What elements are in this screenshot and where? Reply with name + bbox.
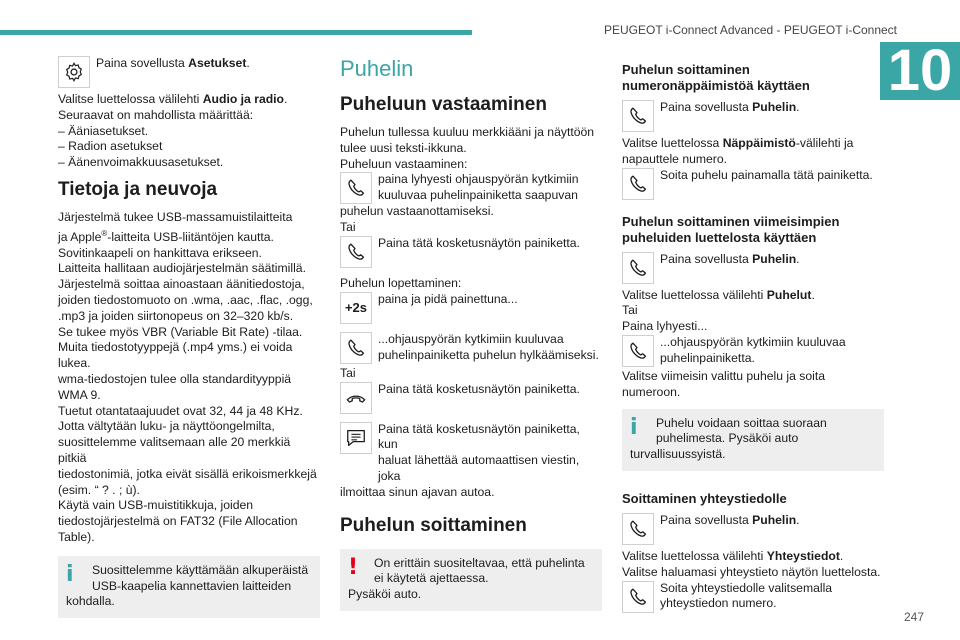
paragraph: Valitse viimeisin valittu puhelu ja soita numeroon. xyxy=(622,368,825,399)
note-line: kohdalla. xyxy=(66,594,115,609)
paragraph: Valitse luettelossa välilehti Puhelut. xyxy=(622,287,815,302)
step-text: Soita yhteystiedolle valitsemalla xyxy=(660,580,833,595)
step-text: Soita puhelu painamalla tätä painiketta. xyxy=(660,167,873,182)
step-bold: Asetukset xyxy=(188,56,247,70)
note-line: ei käytetä ajettaessa. xyxy=(374,571,489,586)
hold-timer-icon xyxy=(340,292,372,324)
section-heading: Tietoja ja neuvoja xyxy=(58,178,218,200)
step-call xyxy=(622,168,884,200)
info-note xyxy=(622,409,884,471)
text-line: .mp3 ja joiden siirtonopeus on 32–320 kb/s. xyxy=(58,308,294,323)
step-text: Paina tätä kosketusnäytön painiketta, kun xyxy=(378,421,580,452)
note-line: USB-kaapelia kannettavien laitteiden xyxy=(92,578,292,593)
text-line: Järjestelmä tukee USB-massamuistilaitteita xyxy=(58,209,293,224)
step-answer-touch xyxy=(340,236,602,268)
paragraph: Valitse luettelossa välilehti Audio ja radio. xyxy=(58,92,288,106)
text-line: Laitteita hallitaan audiojärjestelmän säätimillä. xyxy=(58,261,306,276)
text-line: WMA 9. xyxy=(58,387,101,402)
column-2 xyxy=(340,56,602,615)
phone-handset-icon xyxy=(622,335,654,367)
or-label: Tai xyxy=(340,220,356,235)
info-icon: i xyxy=(630,414,638,440)
paragraph: Puhelun tullessa kuuluu merkkiääni ja näyttöön tulee uusi teksti-ikkuna. xyxy=(340,125,595,155)
top-accent-bar xyxy=(0,30,472,35)
step-steering-button xyxy=(622,335,884,367)
step-text: ...ohjauspyörän kytkimiin kuuluvaa xyxy=(660,334,846,349)
paragraph: Puheluun vastaaminen: xyxy=(340,156,468,171)
phone-handset-icon xyxy=(622,100,654,132)
text-line: tiedostonimiä, jotka eivät sisällä erikoismerkkejä xyxy=(58,466,317,481)
info-icon: i xyxy=(66,561,74,587)
paragraph: Seuraavat on mahdollista määrittää: xyxy=(58,107,254,122)
or-label: Tai xyxy=(622,303,638,318)
note-line: Pysäköi auto. xyxy=(348,587,422,602)
phone-handset-icon xyxy=(340,172,372,204)
list-item: – Ääniasetukset. xyxy=(58,123,149,138)
step-call-contact xyxy=(622,581,884,613)
or-label: Tai xyxy=(340,365,356,380)
phone-handset-icon xyxy=(622,252,654,284)
list-item: – Radion asetukset xyxy=(58,139,163,154)
step-text: paina lyhyesti ohjauspyörän kytkimiin xyxy=(378,172,579,187)
text-line: joiden tiedostomuoto on .wma, .aac, .flac, .ogg, xyxy=(58,293,313,308)
phone-handset-icon xyxy=(622,168,654,200)
text-line: Jotta vältytään luku- ja näyttöongelmilta, xyxy=(58,419,275,434)
running-header: PEUGEOT i-Connect Advanced - PEUGEOT i-Connect xyxy=(604,23,898,37)
gear-icon xyxy=(58,56,90,88)
subsection-heading: Puhelun soittaminen viimeisimpien puheluiden luettelosta käyttäen xyxy=(622,213,840,245)
step-text: puhelun vastaanottamiseksi. xyxy=(340,204,494,219)
column-3 xyxy=(622,56,884,615)
text-line: Tuetut otantataajuudet ovat 32, 44 ja 48 KHz. xyxy=(58,403,303,418)
step-phone-app: Paina sovellusta Puhelin. xyxy=(622,100,884,132)
chapter-heading: Puhelin xyxy=(340,56,414,81)
subsection-heading: Soittaminen yhteystiedolle xyxy=(622,490,787,506)
step-phone-app: Paina sovellusta Puhelin. xyxy=(622,513,884,545)
step-text: paina ja pidä painettuna... xyxy=(378,291,518,306)
phone-handset-icon xyxy=(340,236,372,268)
step-text: puhelinpainiketta. xyxy=(660,350,755,365)
text-line: Järjestelmä soittaa ainoastaan äänitiedostoja, xyxy=(58,277,305,292)
step-text: yhteystiedon numero. xyxy=(660,596,777,611)
step-hold xyxy=(340,292,602,324)
note-line: turvallisuussyistä. xyxy=(630,447,726,462)
step-text: ilmoittaa sinun ajavan autoa. xyxy=(340,484,495,499)
hold-label: +2s xyxy=(344,299,368,315)
info-note xyxy=(58,556,320,618)
phone-handset-icon xyxy=(622,513,654,545)
phone-handset-icon xyxy=(622,581,654,613)
step-text: ...ohjauspyörän kytkimiin kuuluvaa xyxy=(378,331,564,346)
section-heading: Puheluun vastaaminen xyxy=(340,94,547,115)
step-hangup-touch xyxy=(340,382,602,414)
text-line: (esim. “ ? . ; ù). xyxy=(58,482,140,497)
step-text: haluat lähettää automaattisen viestin, joka xyxy=(378,453,580,483)
text-line: ja Apple®-laitteita USB-liitäntöjen kautta. xyxy=(58,228,274,244)
section-heading: Puhelun soittaminen xyxy=(340,514,527,536)
paragraph: Valitse haluamasi yhteystieto näytön luettelosta. xyxy=(622,564,881,579)
text-line: Se tukee myös VBR (Variable Bit Rate) -tilaa. xyxy=(58,324,303,339)
text-line: tiedostojärjestelmä on FAT32 (File Allocation xyxy=(58,514,298,529)
step-reject-steering xyxy=(340,332,602,364)
column-1 xyxy=(58,56,320,622)
step-text: kuuluvaa puhelinpainiketta saapuvan xyxy=(378,188,578,203)
text-line: suosittelemme valitsemaan alle 20 merkkiä pitkiä xyxy=(58,435,291,465)
subsection-heading: Puhelun soittaminen numeronäppäimistöä käyttäen xyxy=(622,62,810,93)
step-auto-message xyxy=(340,422,602,485)
step-text: puhelinpainiketta puhelun hylkäämiseksi. xyxy=(378,347,599,362)
text-line: Table). xyxy=(58,529,95,544)
note-line: Suosittelemme käyttämään alkuperäistä xyxy=(92,562,309,577)
step-text: Paina sovellusta xyxy=(96,56,189,70)
text-line: Sovitinkaapeli on hankittava erikseen. xyxy=(58,245,262,260)
warning-icon: ! xyxy=(348,554,359,580)
hang-up-icon xyxy=(340,382,372,414)
list-item: – Äänenvoimakkuusasetukset. xyxy=(58,155,224,170)
paragraph: Puhelun lopettaminen: xyxy=(340,275,462,290)
text-line: lukea. xyxy=(58,356,91,371)
warning-note xyxy=(340,549,602,611)
paragraph: Paina lyhyesti... xyxy=(622,319,708,334)
step-text: Paina tätä kosketusnäytön painiketta. xyxy=(378,235,580,250)
message-icon xyxy=(340,422,372,454)
phone-handset-icon xyxy=(340,332,372,364)
page-number: 247 xyxy=(903,610,924,624)
paragraph: Valitse luettelossa välilehti Yhteystiedot. xyxy=(622,548,844,563)
step-answer-steering xyxy=(340,172,602,204)
note-line: On erittäin suositeltavaa, että puhelinta xyxy=(374,555,585,570)
step-text: Paina tätä kosketusnäytön painiketta. xyxy=(378,381,580,396)
chapter-number: 10 xyxy=(880,42,960,100)
note-line: puhelimesta. Pysäköi auto xyxy=(656,431,799,446)
step-phone-app: Paina sovellusta Puhelin. xyxy=(622,252,884,284)
paragraph: Valitse luettelossa Näppäimistö-välilehti ja napauttele numero. xyxy=(622,136,854,166)
text-line: wma-tiedostojen tulee olla standardityyppiä xyxy=(58,372,292,387)
step-post: . xyxy=(246,56,250,70)
text-line: Käytä vain USB-muistitikkuja, joiden xyxy=(58,498,254,513)
step-settings xyxy=(58,56,320,88)
text-line: Muita tiedostotyyppejä (.mp4 yms.) ei voida xyxy=(58,340,293,355)
note-line: Puhelu voidaan soittaa suoraan xyxy=(656,415,827,430)
